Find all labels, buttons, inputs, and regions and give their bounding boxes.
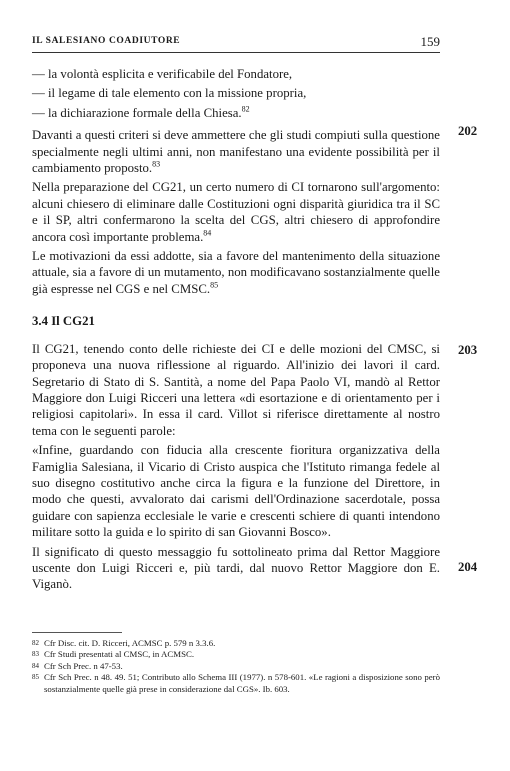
quotation: «Infine, guardando con fiducia alla crescente fioritura organizzativa della Famiglia Salesiana, il Vicario di Cristo auspica che l'Istituto rimanga fedele al suo disegno costitutivo anche circa la figura e la funzione del Direttore, in modo che questi, avvalorato dai carismi dell'Ordinazione sacerdotale, possa guidare con sapienza ecclesiale le varie e crescenti schiere di quanti intendono militare sotto la guida e lo spirito di san Giovanni Bosco». xyxy=(32,443,440,540)
footnote xyxy=(32,649,440,660)
footnote-mark: 83 xyxy=(32,650,39,659)
footnote xyxy=(32,661,440,672)
paragraph xyxy=(32,248,440,297)
list-item: — la volontà esplicita e verificabile del Fondatore, xyxy=(32,67,293,81)
list-item xyxy=(32,105,440,121)
running-head-title: IL SALESIANO COADIUTORE xyxy=(32,36,181,46)
footnote-ref: 82 xyxy=(241,104,250,114)
footnote-ref: 85 xyxy=(210,280,219,290)
footnote-mark: 82 xyxy=(32,639,39,647)
footnote-ref: 83 xyxy=(152,159,161,169)
criteria-list xyxy=(32,66,440,121)
section-heading: 3.4 Il CG21 xyxy=(32,314,95,329)
page-number: 159 xyxy=(420,34,440,49)
paragraph-text: Davanti a questi criteri si deve ammettere che gli studi compiuti sulla questione specialmente negli ultimi anni, non manifestano una evidente possibilità per il cambiamento proposto. xyxy=(32,128,440,176)
paragraph xyxy=(32,127,440,176)
paragraph: Il significato di questo messaggio fu sottolineato prima dal Rettor Maggiore uscente don Luigi Ricceri e, più tardi, dal nuovo Rettor Maggiore don E. Viganò. xyxy=(32,544,440,592)
margin-number: 204 xyxy=(458,560,478,574)
footnote-text: Cfr Sch Prec. n 48. 49. 51; Contributo allo Schema III (1977). n 578-601. «Le ragioni a disposizione sono però sostanzialmente quelle già prese in considerazione dal CGS». Ib. 603. xyxy=(44,672,440,694)
paragraph: Il CG21, tenendo conto delle richieste dei CI e delle mozioni del CMSC, si proponeva una nuova riflessione al riguardo. All'inizio dei lavori il card. Segretario di Stato di S. Santità, a nome del Papa Paolo VI, mandò al Rettor Maggiore don Luigi Ricceri una lettera «di esortazione e di orientamento per i religiosi capitolari». In essa il card. Villot si riferisce direttamente al nostro tema con le seguenti parole: xyxy=(32,341,440,438)
list-item: — il legame di tale elemento con la missione propria, xyxy=(32,86,307,101)
paragraph-text: Le motivazioni da essi addotte, sia a favore del mantenimento della situazione attuale, sia a favore di un mutamento, non modificavano sostanzialmente quelle già espresse nel CGS e nel CMSC. xyxy=(32,249,440,296)
margin-number: 202 xyxy=(458,124,478,138)
margin-number: 203 xyxy=(458,343,478,357)
footnote-rule xyxy=(32,632,122,633)
footnote xyxy=(32,638,440,649)
main-text xyxy=(32,66,440,596)
paragraph-text: Nella preparazione del CG21, un certo numero di CI tornarono sull'argomento: alcuni chiesero di eliminare dalle Costituzioni ogni disparità giuridica tra il SC e il SP, altri confermarono la scelta del CGS, altri chiesero di approfondire ancora così importante problema. xyxy=(32,180,440,244)
footnote-mark: 85 xyxy=(32,673,39,682)
paragraph xyxy=(32,179,440,245)
list-item-text: — la dichiarazione formale della Chiesa. xyxy=(32,105,242,120)
footnote-text: Cfr Sch Prec. n 47-53. xyxy=(44,660,123,671)
footnote-ref: 84 xyxy=(203,228,212,238)
running-head xyxy=(32,34,440,53)
footnote-text: Cfr Disc. cit. D. Ricceri, ACMSC p. 579 n 3.3.6. xyxy=(44,638,216,648)
footnote xyxy=(32,672,440,695)
footnote-text: Cfr Studi presentati al CMSC, in ACMSC. xyxy=(44,649,195,660)
footnote-mark: 84 xyxy=(32,661,39,670)
footnotes xyxy=(32,632,440,695)
